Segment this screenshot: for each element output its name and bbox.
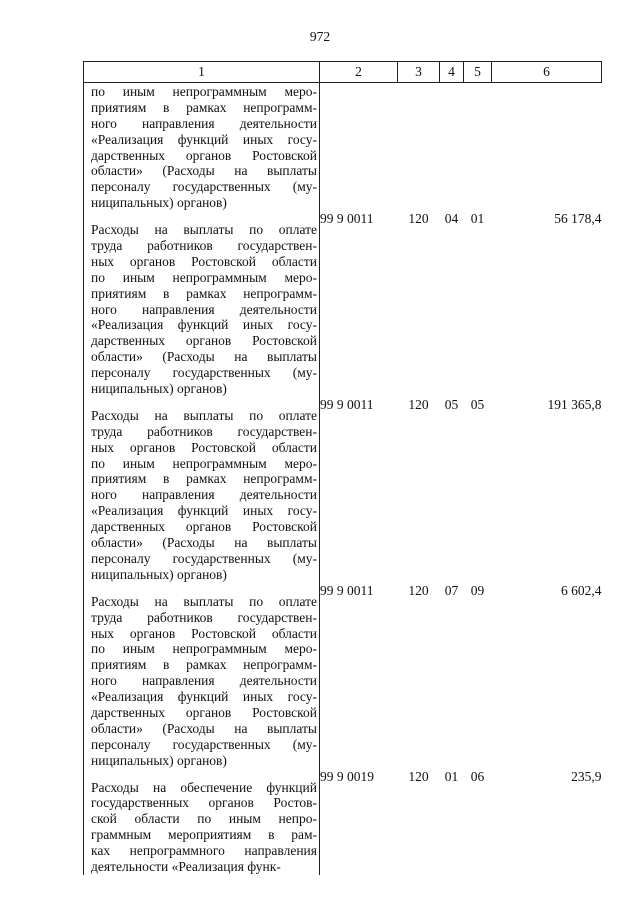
description-line: ниципальных) органов)	[91, 566, 227, 582]
description-line: граммным мероприятиям в рам-	[91, 827, 317, 843]
description-line: по иным непрограммным меро-	[91, 269, 317, 285]
description-line: дарственных органов Ростовской	[91, 147, 317, 163]
description-line: ниципальных) органов)	[91, 381, 227, 397]
csr-code-cell: 99 9 0011	[320, 211, 374, 227]
description-line: области» (Расходы на выплаты	[91, 349, 317, 365]
subsection-cell: 09	[470, 582, 485, 598]
description-line: ных органов Ростовской области	[91, 253, 317, 269]
expense-type-cell: 120	[408, 582, 429, 598]
table-row-continuation	[84, 83, 602, 212]
description-line: по иным непрограммным меро-	[91, 84, 317, 99]
description-line: области» (Расходы на выплаты	[91, 163, 317, 179]
description-line: ного направления деятельности	[91, 115, 317, 131]
description-line: ного направления деятельности	[91, 487, 317, 503]
subsection-cell: 06	[470, 768, 485, 784]
description-cell	[84, 83, 320, 212]
description-line: ных органов Ростовской области	[91, 625, 317, 641]
table-row	[84, 397, 602, 583]
table-header-row	[84, 62, 602, 83]
description-line: труда работников государствен-	[91, 423, 317, 439]
budget-table	[83, 61, 602, 875]
description-line: дарственных органов Ростовской	[91, 333, 317, 349]
table-row	[84, 769, 602, 875]
table-row	[84, 583, 602, 769]
column-header-2: 2	[320, 62, 398, 83]
section-cell: 05	[444, 396, 459, 412]
expense-type-cell: 120	[408, 211, 429, 227]
amount-cell: 56 178,4	[554, 211, 602, 227]
description-line: персоналу государственных (му-	[91, 365, 317, 381]
description-line: по иным непрограммным меро-	[91, 455, 317, 471]
description-line: ках непрограммного направления	[91, 843, 317, 859]
csr-code-cell: 99 9 0011	[320, 396, 374, 412]
description-cell	[84, 583, 320, 769]
description-line: Расходы на выплаты по оплате	[91, 407, 317, 423]
page-number: 972	[309, 29, 331, 44]
amount-cell: 235,9	[571, 768, 602, 784]
expense-type-cell: 120	[408, 768, 429, 784]
description-line: дарственных органов Ростовской	[91, 704, 317, 720]
description-line: персоналу государственных (му-	[91, 179, 317, 195]
section-cell: 04	[444, 211, 459, 227]
subsection-cell: 01	[470, 211, 485, 227]
column-header-3: 3	[398, 62, 440, 83]
amount-cell: 6 602,4	[561, 582, 602, 598]
expense-type-cell: 120	[408, 396, 429, 412]
description-line: области» (Расходы на выплаты	[91, 720, 317, 736]
description-line: ниципальных) органов)	[91, 195, 227, 211]
description-cell	[84, 211, 320, 397]
amount-cell: 191 365,8	[547, 396, 602, 412]
description-line: приятиям в рамках непрограмм-	[91, 657, 317, 673]
description-line: Расходы на выплаты по оплате	[91, 222, 317, 238]
description-line: приятиям в рамках непрограмм-	[91, 471, 317, 487]
description-line: Расходы на выплаты по оплате	[91, 593, 317, 609]
description-line: ных органов Ростовской области	[91, 439, 317, 455]
description-line: области» (Расходы на выплаты	[91, 535, 317, 551]
description-line: «Реализация функций иных госу-	[91, 131, 317, 147]
description-line: государственных органов Ростов-	[91, 795, 317, 811]
column-header-5: 5	[464, 62, 492, 83]
subsection-cell: 05	[470, 396, 485, 412]
column-header-1: 1	[84, 62, 320, 83]
csr-code-cell: 99 9 0011	[320, 582, 374, 598]
csr-code-cell: 99 9 0019	[320, 768, 374, 784]
description-line: ного направления деятельности	[91, 673, 317, 689]
description-cell	[84, 397, 320, 583]
description-line: «Реализация функций иных госу-	[91, 317, 317, 333]
description-line: «Реализация функций иных госу-	[91, 503, 317, 519]
description-line: «Реализация функций иных госу-	[91, 689, 317, 705]
description-line: труда работников государствен-	[91, 609, 317, 625]
description-cell	[84, 769, 320, 875]
description-line: персоналу государственных (му-	[91, 736, 317, 752]
description-line: по иным непрограммным меро-	[91, 641, 317, 657]
column-header-4: 4	[440, 62, 464, 83]
table-row	[84, 211, 602, 397]
description-line: ниципальных) органов)	[91, 752, 227, 768]
description-line: ного направления деятельности	[91, 301, 317, 317]
description-line: деятельности «Реализация функ-	[91, 858, 281, 874]
section-cell: 01	[444, 768, 459, 784]
column-header-6: 6	[492, 62, 602, 83]
description-line: ской области по иным непро-	[91, 811, 317, 827]
description-line: труда работников государствен-	[91, 238, 317, 254]
description-line: дарственных органов Ростовской	[91, 519, 317, 535]
description-line: Расходы на обеспечение функций	[91, 779, 317, 795]
description-line: приятиям в рамках непрограмм-	[91, 285, 317, 301]
section-cell: 07	[444, 582, 459, 598]
description-line: приятиям в рамках непрограмм-	[91, 99, 317, 115]
description-line: персоналу государственных (му-	[91, 550, 317, 566]
